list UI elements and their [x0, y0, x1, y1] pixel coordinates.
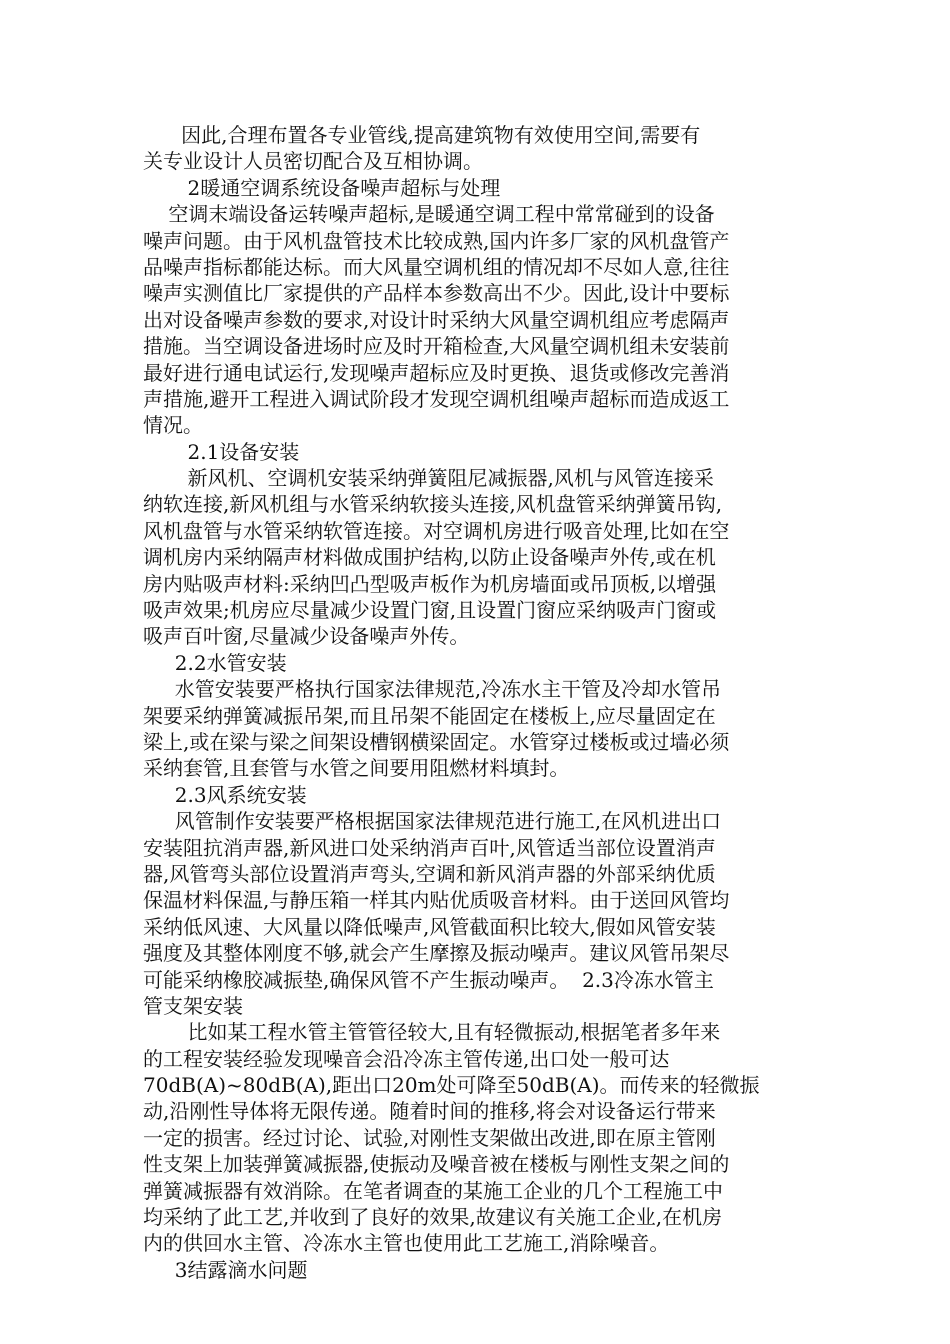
text-line: 管支架安装	[143, 993, 243, 1018]
text-line: 内的供回水主管、冷冻水主管也使用此工艺施工,消除噪音。	[143, 1231, 670, 1256]
text-line: 2.2水管安装	[143, 650, 287, 675]
text-line: 房内贴吸声材料:采纳凹凸型吸声板作为机房墙面或吊顶板,以增强	[143, 571, 717, 596]
text-line: 新风机、空调机安装采纳弹簧阻尼减振器,风机与风管连接采	[143, 466, 714, 491]
text-line: 品噪声指标都能达标。而大风量空调机组的情况却不尽如人意,往往	[143, 254, 730, 279]
text-line: 2暖通空调系统设备噪声超标与处理	[143, 175, 501, 200]
text-line: 2.3风系统安装	[143, 782, 307, 807]
text-line: 架要采纳弹簧减振吊架,而且吊架不能固定在楼板上,应尽量固定在	[143, 703, 716, 728]
text-line: 情况。	[143, 413, 203, 438]
text-line: 安装阻抗消声器,新风进口处采纳消声百叶,风管适当部位设置消声	[143, 835, 716, 860]
text-line: 弹簧减振器有效消除。在笔者调查的某施工企业的几个工程施工中	[143, 1178, 723, 1203]
text-line: 噪声问题。由于风机盘管技术比较成熟,国内许多厂家的风机盘管产	[143, 228, 730, 253]
text-line: 梁上,或在梁与梁之间架设槽钢横梁固定。水管穿过楼板或过墙必须	[143, 729, 730, 754]
text-line: 吸声效果;机房应尽量减少设置门窗,且设置门窗应采纳吸声门窗或	[143, 598, 717, 623]
text-line: 声措施,避开工程进入调试阶段才发现空调机组噪声超标而造成返工	[143, 386, 730, 411]
text-line: 风管制作安装要严格根据国家法律规范进行施工,在风机进出口	[143, 809, 722, 834]
text-line: 噪声实测值比厂家提供的产品样本参数高出不少。因此,设计中要标	[143, 281, 730, 306]
text-line: 强度及其整体刚度不够,就会产生摩擦及振动噪声。建议风管吊架尽	[143, 941, 730, 966]
text-line: 保温材料保温,与静压箱一样其内贴优质吸音材料。由于送回风管均	[143, 888, 730, 913]
text-line: 70dB(A)~80dB(A),距出口20m处可降至50dB(A)。而传来的轻微振	[143, 1073, 760, 1098]
text-line: 最好进行通电试运行,发现噪声超标应及时更换、退货或修改完善消	[143, 360, 730, 385]
text-line: 一定的损害。经过讨论、试验,对刚性支架做出改进,即在原主管刚	[143, 1125, 716, 1150]
text-line: 因此,合理布置各专业管线,提高建筑物有效使用空间,需要有	[143, 123, 701, 147]
text-line: 的工程安装经验发现噪音会沿冷冻主管传递,出口处一般可达	[143, 1046, 670, 1071]
text-line: 动,沿刚性导体将无限传递。随着时间的推移,将会对设备运行带来	[143, 1099, 716, 1124]
text-line: 措施。当空调设备进场时应及时开箱检查,大风量空调机组未安装前	[143, 334, 730, 359]
text-line: 采纳套管,且套管与水管之间要用阻燃材料填封。	[143, 756, 570, 781]
text-line: 吸声百叶窗,尽量减少设备噪声外传。	[143, 624, 470, 649]
body-text	[143, 122, 813, 1283]
text-line: 风机盘管与水管采纳软管连接。对空调机房进行吸音处理,比如在空	[143, 518, 730, 543]
text-line: 比如某工程水管主管管径较大,且有轻微振动,根据笔者多年来	[143, 1020, 721, 1045]
text-line: 性支架上加装弹簧减振器,使振动及噪音被在楼板与刚性支架之间的	[143, 1152, 730, 1177]
text-line: 3结露滴水问题	[143, 1257, 308, 1282]
text-line: 器,风管弯头部位设置消声弯头,空调和新风消声器的外部采纳优质	[143, 861, 716, 886]
text-line: 均采纳了此工艺,并收到了良好的效果,故建议有关施工企业,在机房	[143, 1205, 723, 1230]
text-line: 2.1设备安装	[143, 439, 300, 464]
text-line: 关专业设计人员密切配合及互相协调。	[143, 149, 483, 174]
text-line: 可能采纳橡胶减振垫,确保风管不产生振动噪声。 2.3冷冻水管主	[143, 967, 714, 992]
text-line: 纳软连接,新风机组与水管采纳软接头连接,风机盘管采纳弹簧吊钩,	[143, 492, 723, 517]
text-line: 空调末端设备运转噪声超标,是暖通空调工程中常常碰到的设备	[143, 202, 715, 227]
text-line: 调机房内采纳隔声材料做成围护结构,以防止设备噪声外传,或在机	[143, 545, 716, 570]
text-line: 采纳低风速、大风量以降低噪声,风管截面积比较大,假如风管安装	[143, 914, 716, 939]
text-line: 水管安装要严格执行国家法律规范,冷冻水主干管及冷却水管吊	[143, 677, 722, 702]
text-line: 出对设备噪声参数的要求,对设计时采纳大风量空调机组应考虑隔声	[143, 307, 730, 332]
